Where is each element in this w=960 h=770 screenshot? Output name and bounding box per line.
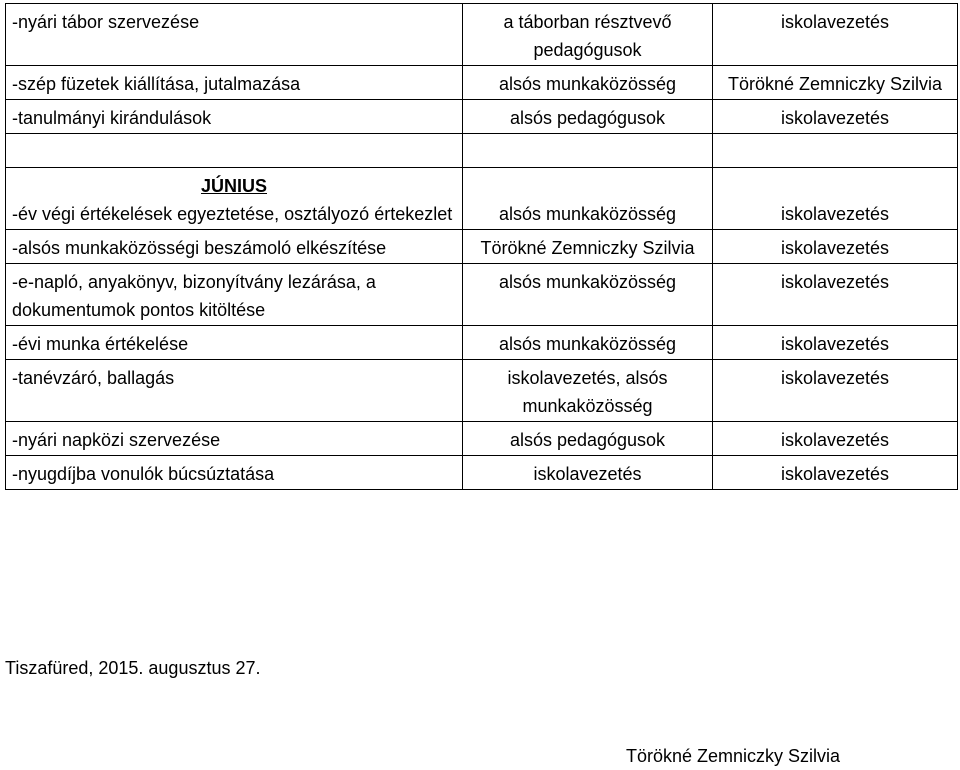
work-plan-table bbox=[5, 3, 958, 490]
task-cell: -nyári tábor szervezése bbox=[6, 4, 463, 66]
responsible-cell: iskolavezetés, alsós munkaközösség bbox=[463, 360, 713, 422]
controller-cell: iskolavezetés bbox=[713, 456, 958, 490]
empty-cell bbox=[713, 134, 958, 168]
table-row bbox=[6, 168, 958, 230]
controller-text: iskolavezetés bbox=[780, 204, 890, 224]
responsible-cell: alsós munkaközösség bbox=[463, 264, 713, 326]
responsible-cell: a táborban résztvevő pedagógusok bbox=[463, 4, 713, 66]
controller-cell bbox=[713, 168, 958, 230]
task-cell bbox=[6, 168, 463, 230]
responsible-cell: alsós pedagógusok bbox=[463, 100, 713, 134]
task-cell: -évi munka értékelése bbox=[6, 326, 463, 360]
responsible-cell: alsós pedagógusok bbox=[463, 422, 713, 456]
table-row bbox=[6, 230, 958, 264]
controller-cell: Törökné Zemniczky Szilvia bbox=[713, 66, 958, 100]
task-cell: -nyári napközi szervezése bbox=[6, 422, 463, 456]
responsible-text: alsós munkaközösség bbox=[498, 204, 677, 224]
empty-cell bbox=[6, 134, 463, 168]
month-heading-june: JÚNIUS bbox=[200, 176, 267, 196]
table-row bbox=[6, 264, 958, 326]
controller-cell: iskolavezetés bbox=[713, 326, 958, 360]
task-cell: -alsós munkaközösségi beszámoló elkészítése bbox=[6, 230, 463, 264]
controller-cell: iskolavezetés bbox=[713, 422, 958, 456]
place-and-date: Tiszafüred, 2015. augusztus 27. bbox=[5, 658, 261, 678]
task-cell: -szép füzetek kiállítása, jutalmazása bbox=[6, 66, 463, 100]
table-row bbox=[6, 100, 958, 134]
controller-cell: iskolavezetés bbox=[713, 100, 958, 134]
table-row bbox=[6, 360, 958, 422]
task-cell: -nyugdíjba vonulók búcsúztatása bbox=[6, 456, 463, 490]
table-row bbox=[6, 66, 958, 100]
task-cell: -tanévzáró, ballagás bbox=[6, 360, 463, 422]
responsible-cell: iskolavezetés bbox=[463, 456, 713, 490]
empty-cell bbox=[463, 134, 713, 168]
table-row bbox=[6, 4, 958, 66]
responsible-cell: alsós munkaközösség bbox=[463, 326, 713, 360]
task-text: -év végi értékelések egyeztetése, osztályozó értekezlet bbox=[12, 204, 453, 224]
controller-cell: iskolavezetés bbox=[713, 360, 958, 422]
task-cell: -tanulmányi kirándulások bbox=[6, 100, 463, 134]
table-row bbox=[6, 456, 958, 490]
controller-cell: iskolavezetés bbox=[713, 4, 958, 66]
responsible-cell: alsós munkaközösség bbox=[463, 66, 713, 100]
table-row bbox=[6, 326, 958, 360]
table-row bbox=[6, 422, 958, 456]
responsible-cell bbox=[463, 168, 713, 230]
responsible-cell: Törökné Zemniczky Szilvia bbox=[463, 230, 713, 264]
signature-name: Törökné Zemniczky Szilvia bbox=[626, 746, 841, 766]
empty-row bbox=[6, 134, 958, 168]
controller-cell: iskolavezetés bbox=[713, 230, 958, 264]
controller-cell: iskolavezetés bbox=[713, 264, 958, 326]
task-cell: -e-napló, anyakönyv, bizonyítvány lezárása, a dokumentumok pontos kitöltése bbox=[6, 264, 463, 326]
